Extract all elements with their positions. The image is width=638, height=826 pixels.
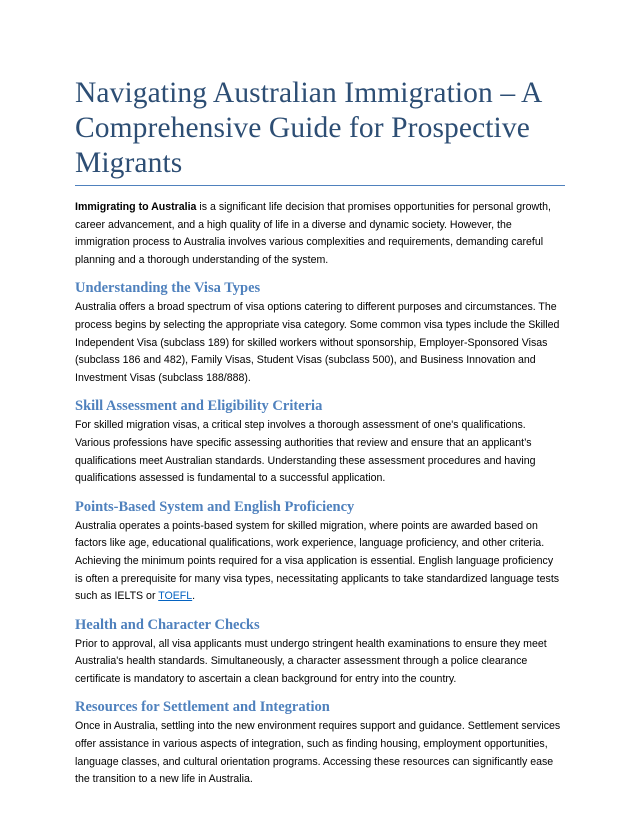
intro-bold-lead: Immigrating to Australia	[75, 201, 197, 213]
section-body-skill-assessment: For skilled migration visas, a critical step involves a thorough assessment of one's qualifications. Various professions have specific assessing authorities that review and ensure that an applicant’s qualifications meet Australian standards. Understanding these assessment procedures and having qualifications assessed is fundamental to a successful application.	[75, 419, 536, 485]
section-heading-settlement: Resources for Settlement and Integration	[75, 699, 330, 716]
intro-text: is a significant life decision that promises opportunities for personal growth, career advancement, and a high quality of life in a diverse and dynamic society. However, the immigration process to Australia involves various complexities and requirements, demanding careful planning and a thorough understanding of the system.	[75, 201, 551, 266]
points-system-text: Australia operates a points-based system for skilled migration, where points are awarded based on factors like age, educational qualifications, work experience, language proficiency, and other criteria. Achieving the minimum points required for a visa application is essential. English language proficiency is often a prerequisite for many visa types, necessitating applicants to take standardized language tests such as IELTS or	[75, 519, 560, 603]
page-title: Navigating Australian Immigration – A Comprehensive Guide for Prospective Migrants	[75, 77, 541, 179]
points-system-text-end: .	[192, 590, 196, 603]
section-body-health-checks: Prior to approval, all visa applicants must undergo stringent health examinations to ensure they meet Australia's health standards. Simultaneously, a character assessment through a police clearance certificate is mandatory to ascertain a clean background for entry into the country.	[75, 637, 547, 685]
section-heading-points-system: Points-Based System and English Proficiency	[75, 498, 355, 515]
intro-paragraph	[75, 199, 563, 269]
section-heading-health-checks: Health and Character Checks	[75, 616, 260, 633]
section-heading-visa-types: Understanding the Visa Types	[75, 280, 261, 297]
section-body-settlement: Once in Australia, settling into the new environment requires support and guidance. Settlement services offer assistance in various aspects of integration, such as finding housing, employment opportunities, language classes, and cultural orientation programs. Accessing these resources can significantly ease the transition to a new life in Australia.	[75, 720, 561, 786]
section-body-visa-types: Australia offers a broad spectrum of visa options catering to different purposes and circumstances. The process begins by selecting the appropriate visa category. Some common visa types include the Skilled Independent Visa (subclass 189) for skilled workers without sponsorship, Employer-Sponsored Visas (subclass 186 and 482), Family Visas, Student Visas (subclass 500), and Business Innovation and Investment Visas (subclass 188/888).	[75, 301, 560, 384]
toefl-link[interactable]: TOEFL	[158, 590, 193, 603]
document-content	[75, 76, 563, 797]
title-divider	[75, 185, 565, 186]
section-heading-skill-assessment: Skill Assessment and Eligibility Criteria	[75, 398, 323, 415]
section-body-points-system	[75, 518, 563, 606]
